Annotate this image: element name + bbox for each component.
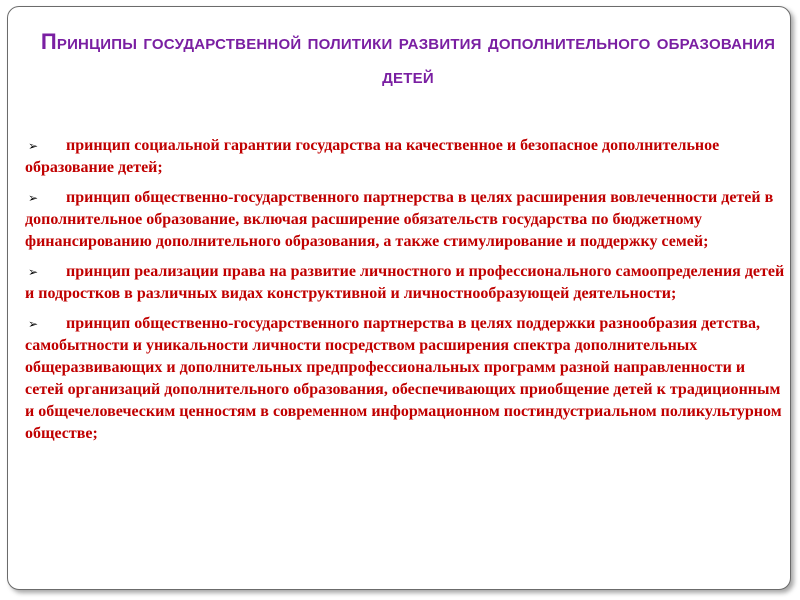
arrowhead-bullet-icon: ➢ xyxy=(28,317,39,331)
arrowhead-bullet-icon: ➢ xyxy=(28,265,39,279)
principles-list xyxy=(25,135,785,453)
list-item xyxy=(25,135,785,179)
principle-text: принцип общественно-государственного партнерства в целях поддержки разнообразия детства, самобытности и уникальности личности посредством расширения спектра дополнительных общеразвивающих и дополнительных предпрофессиональных программ разной направленности и сетей организаций дополнительного образования, обеспечивающих приобщение детей к традиционным и общечеловеческим ценностям в современном информационном постиндустриальном поликультурном обществе; xyxy=(25,315,782,442)
list-item xyxy=(25,187,785,253)
slide-frame xyxy=(7,6,791,590)
list-item xyxy=(25,261,785,305)
arrowhead-bullet-icon: ➢ xyxy=(28,191,39,205)
list-item xyxy=(25,313,785,445)
principle-text: принцип реализации права на развитие личностного и профессионального самоопределения детей и подростков в различных видах конструктивной и личностнообразующей деятельности; xyxy=(25,263,785,302)
principle-text: принцип социальной гарантии государства на качественное и безопасное дополнительное образование детей; xyxy=(25,137,720,176)
principle-text: принцип общественно-государственного партнерства в целях расширения вовлеченности детей в дополнительное образование, включая расширение обязательств государства по бюджетному финансированию дополнительного образования, а также стимулирование и поддержку семей; xyxy=(25,189,774,250)
slide-title: Принципы государственной политики развития дополнительного образования детей xyxy=(40,29,776,88)
arrowhead-bullet-icon: ➢ xyxy=(28,139,39,153)
